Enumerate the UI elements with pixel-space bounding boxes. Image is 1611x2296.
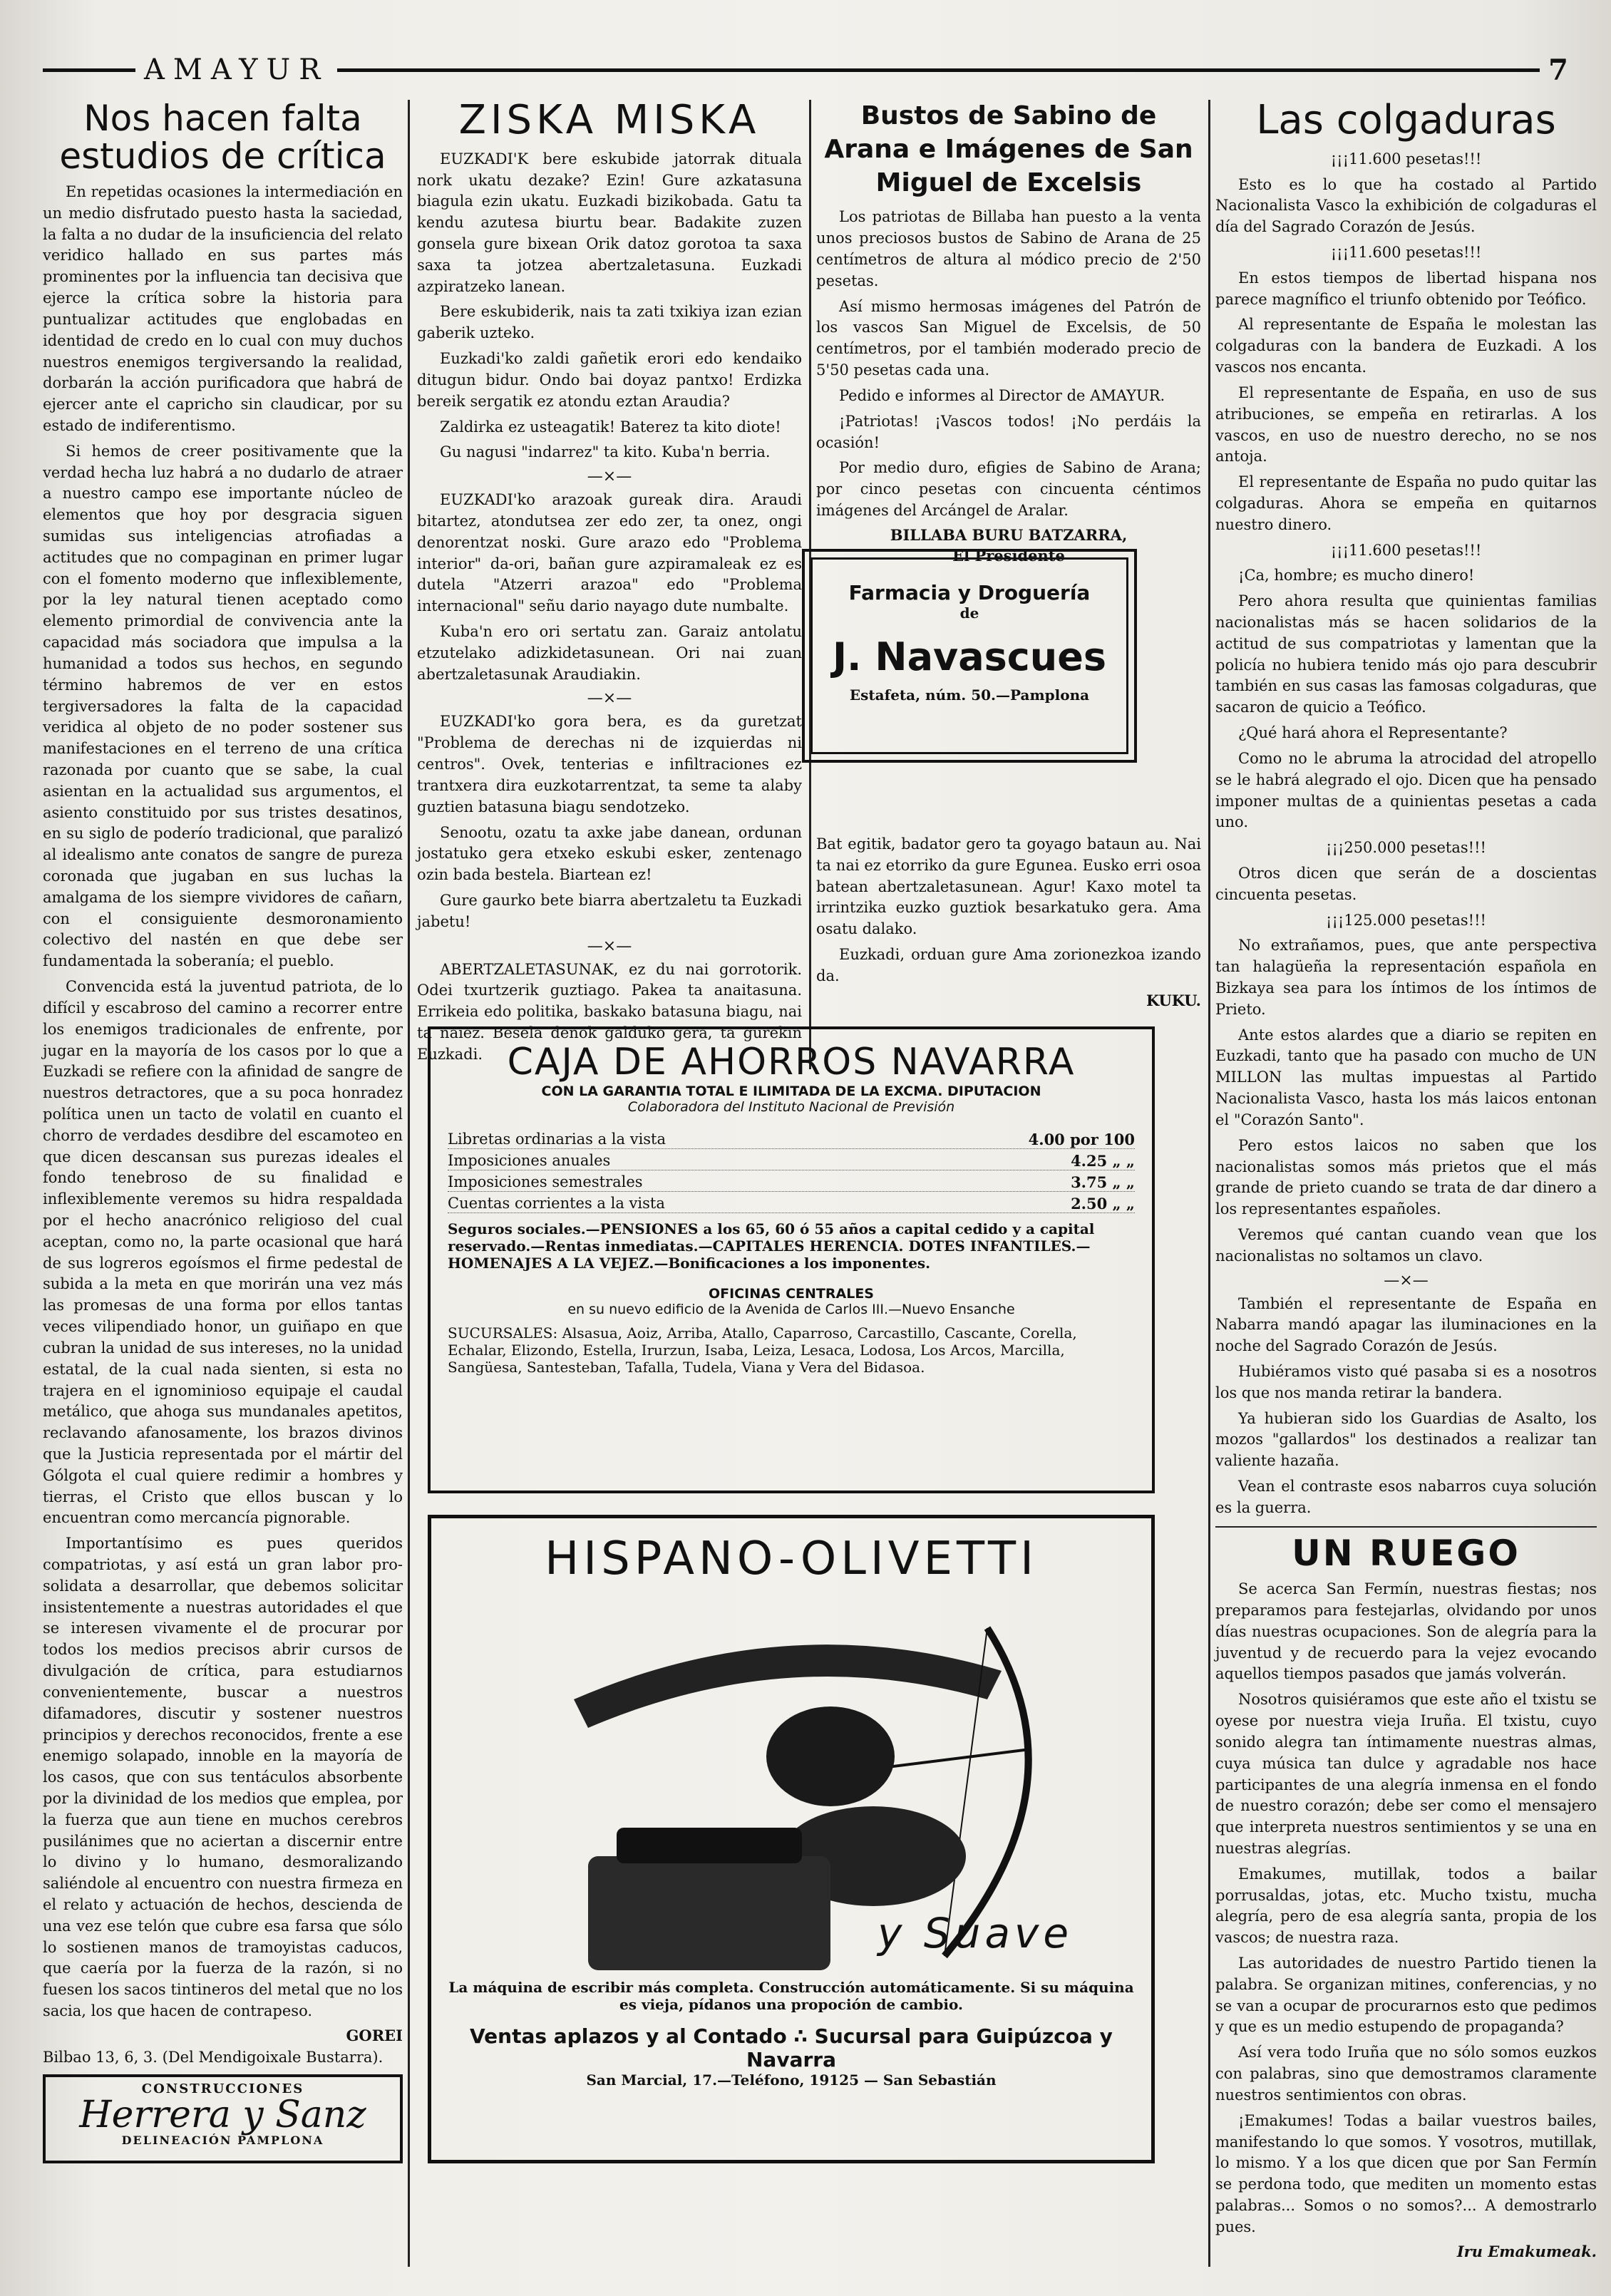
dateline: Bilbao 13, 6, 3. (Del Mendigoixale Bustarra).: [43, 2048, 384, 2066]
article-title: Bustos de Sabino de Arana e Imágenes de San Miguel de Excelsis: [824, 101, 1193, 197]
ad-farmacia-frame: [810, 557, 1128, 754]
paragraph: EUZKADI'ko gora bera, es da guretzat "Problema de derechas ni de izquierdas ni centros". Ovek, tenterias e infiltraciones ez trantxera dira euzkotarrentzat, ta seme ta alaby guztien batasuna biagu sendotzeko.: [417, 713, 802, 815]
rate-row: [448, 1152, 1135, 1170]
paragraph: En estos tiempos de libertad hispana nos parece magnífico el triunfo obtenido por Teófico.: [1215, 269, 1597, 308]
signature: Iru Emakumeak.: [1456, 2242, 1597, 2260]
rate-row: [448, 1195, 1135, 1213]
separator: —×—: [587, 689, 632, 708]
ad-farmacia-name: J. Navascues: [832, 634, 1107, 679]
paragraph: ¡Patriotas! ¡Vascos todos! ¡No perdáis la ocasión!: [816, 412, 1201, 451]
column-divider: [408, 100, 410, 2267]
paragraph: ¡¡¡125.000 pesetas!!!: [1326, 911, 1486, 929]
ad-caja-services: Seguros sociales.—PENSIONES a los 65, 60 ó 55 años a capital cedido y a capital reservado.—Rentas inmediatas.—CAPITALES HERENCIA. DOTES INFANTILES.—HOMENAJES A LA VEJEZ.—Bonificaciones a los imponentes.: [448, 1220, 1095, 1272]
paragraph: Ya hubieran sido los Guardias de Asalto, los mozos "gallardos" los destinados a realizar tan valiente hazaña.: [1215, 1409, 1597, 1470]
rule: [1215, 1526, 1597, 1528]
paragraph: ¡¡¡250.000 pesetas!!!: [1326, 839, 1486, 857]
paragraph: Las autoridades de nuestro Partido tienen la palabra. Se organizan mitines, conferencias, y no se van a ocupar de procurarnos esto que pedimos y que es un medio estupendo de propaganda?: [1215, 1955, 1597, 2036]
article-ziska-miska: [417, 97, 802, 1070]
paragraph: ¿Qué hará ahora el Representante?: [1238, 724, 1508, 742]
paragraph: ¡Ca, hombre; es mucho dinero!: [1238, 567, 1475, 585]
rate-label: Imposiciones semestrales: [448, 1173, 643, 1190]
paragraph: ¡¡¡11.600 pesetas!!!: [1330, 244, 1482, 262]
ad-caja-ahorros: [428, 1026, 1155, 1493]
paragraph: El representante de España, en uso de sus atribuciones, se empeña en retirarlas. A los vascos, en uso de nuestro derecho, no se nos antoja.: [1215, 383, 1597, 465]
typewriter-carriage: [617, 1828, 802, 1863]
ad-farmacia-address: Estafeta, núm. 50.—Pamplona: [849, 686, 1090, 704]
ad-caja-subtitle: CON LA GARANTIA TOTAL E ILIMITADA DE LA EXCMA. DIPUTACION: [541, 1083, 1041, 1099]
article-criticism: [43, 100, 403, 2073]
separator: —×—: [587, 468, 632, 486]
rate-value: 2.50 „ „: [1071, 1195, 1135, 1213]
rate-value: 4.00 por 100: [1028, 1131, 1135, 1148]
article-colgaduras: [1215, 97, 1597, 2263]
ad-farmacia-line: Farmacia y Droguería: [848, 581, 1091, 604]
paragraph: Nosotros quisiéramos que este año el txistu se oyese por nuestra vieja Iruña. El txistu, cuyo sonido alegra tan íntimamente nuestras almas, cuya música tan dulce y agradable nos hace participantes de una alegría inmensa en el fondo de nuestro corazón; debe ser como el mensajero que interpreta nuestros sentimientos y se una en nuestras alegrías.: [1215, 1691, 1597, 1857]
page-number: 7: [1548, 53, 1568, 87]
rate-value: 3.75 „ „: [1071, 1173, 1135, 1191]
paragraph: ABERTZALETASUNAK, ez du nai gorrotorik. Odei txurtzerik guztiago. Pakea ta anaitasuna. Errikeia edo politika, baskako batasuna biagu, nai ta naiez. Besela denok galduko gera, ta gurekin Euzkadi.: [417, 960, 802, 1063]
masthead: [43, 50, 1568, 90]
paragraph: Bat egitik, badator gero ta goyago bataun au. Nai ta nai ez etorriko da gure Egunea. Eusko erri osoa batean abertzaletasunean. Agur! Kaxo motel ta irrintzika euzko guztiok besarkatuko gera. Ama osatu dalako.: [816, 835, 1201, 938]
paragraph: También el representante de España en Nabarra mandó apagar las iluminaciones en la noche del Sagrado Corazón de Jesús.: [1215, 1294, 1597, 1355]
ad-caja-rates: [448, 1131, 1135, 1213]
paragraph: Se acerca San Fermín, nuestras fiestas; nos preparamos para festejarlas, olvidando por unos días nuestras ocupaciones. Son de alegría para la juventud y de recuerdo para la vejez evocando aquellos tiempos pasados que jamás volverán.: [1215, 1580, 1597, 1683]
paragraph: Pero estos laicos no saben que los nacionalistas somos más prietos que el más grande de prieto cuando se trata de dar dinero a los representantes españoles.: [1215, 1136, 1597, 1218]
paragraph: Hubiéramos visto qué pasaba si es a nosotros los que nos manda retirar la bandera.: [1215, 1363, 1597, 1401]
paragraph: ¡¡¡11.600 pesetas!!!: [1330, 541, 1482, 559]
paragraph: El representante de España no pudo quitar las colgaduras. Ahora se empeña en quitarnos nuestro dinero.: [1215, 473, 1597, 533]
rate-row: [448, 1131, 1135, 1149]
rate-value: 4.25 „ „: [1071, 1152, 1135, 1170]
rate-label: Cuentas corrientes a la vista: [448, 1195, 665, 1212]
paragraph: Senootu, ozatu ta axke jabe danean, ordunan jostatuko gera etxeko eskubi esker, zentenago ozin bada bestela. Biartean ez!: [417, 823, 802, 884]
ad-olivetti: [428, 1515, 1155, 2163]
signature: GOREI: [346, 2026, 403, 2044]
ad-herrera-bottom: DELINEACIÓN PAMPLONA: [121, 2133, 324, 2147]
archer-figure: [766, 1706, 895, 1806]
column-divider: [1208, 100, 1210, 2267]
paragraph: Gure gaurko bete biarra abertzaletu ta Euzkadi jabetu!: [417, 891, 802, 930]
paragraph: Al representante de España le molestan las colgaduras con la bandera de Euzkadi. A los vascos nos encanta.: [1215, 316, 1597, 376]
signature: KUKU.: [1146, 991, 1201, 1009]
rate-row: [448, 1173, 1135, 1192]
paragraph: Así vera todo Iruña que no sólo somos euzkos con palabras, sino que demostramos claramente nuestros sentimientos con obras.: [1215, 2044, 1597, 2104]
paragraph: Otros dicen que serán de a doscientas cincuenta pesetas.: [1215, 864, 1597, 903]
paragraph: Kuba'n ero ori sertatu zan. Garaiz antolatu etzutelako adizkidetasunean. Ori nai zuan abertzaletasunak Araudiakin.: [417, 623, 802, 683]
paragraph: Pedido e informes al Director de AMAYUR.: [839, 386, 1165, 404]
ad-herrera-top: CONSTRUCCIONES: [141, 2081, 304, 2096]
paragraph: Veremos qué cantan cuando vean que los nacionalistas no soltamos un clavo.: [1215, 1225, 1597, 1265]
paragraph: Convencida está la juventud patriota, de lo difícil y escabroso del camino a recorrer entre los enemigos tradicionales de enfrente, por jugar en la mayoría de los casos por lo que a Euzkadi se refiere con la afinidad de sangre de nuestros detractores, que a su poca honradez política unen un tacto de volatil en cuanto el chorro de verdades desdibre del escamoteo en que dicen descansan sus purezas ideales el fondo tenebroso de su finalidad e inflexiblemente veremos su hidra respaldada por el hecho anacrónico religioso del cual aceptan, como no, la parte ocasional que hará de sus logreros egoísmos el firme pedestal de subida a la meta en que morirán una vez más las promesas de una forma por ellos tantas veces vilipendiado honor, un guiñapo en que cubran la unidad de sus intereses, no la unidad estatal, de la cual nada sienten, si esta no trajera en el ignominioso equipaje el caudal metálico, que ahoga sus mundanales apetitos, reclavando afanosamente, los brazos divinos que la Justicia representada por el mártir del Gólgota el cual quiere redimir a hombres y tierras, el Cristo que ellos buscan y lo encuentran como mercancía pignorable.: [43, 978, 403, 1527]
article-title: Nos hacen falta estudios de crítica: [59, 98, 386, 177]
paragraph: Esto es lo que ha costado al Partido Nacionalista Vasco la exhibición de colgaduras el día del Sagrado Corazón de Jesús.: [1215, 175, 1597, 236]
paragraph: Zaldirka ez usteagatik! Baterez ta kito diote!: [440, 418, 781, 436]
paragraph: Si hemos de creer positivamente que la verdad hecha luz habrá a no dudarlo de atraer a nuestro campo ese importante núcleo de elementos que hoy por desgracia siguen sumidas sus inteligencias atrofiadas a actitudes que no compaginan en primer lugar con el fomento moderno que inflexiblemente, por la ley natural tienen aceptado como elemento primordial de convivencia ante la capacidad más sociadora que impulsa a la humanidad a todos sus hechos, en segundo término habremos de ver en estos tergiversadores la falta de la capacidad veridica al objeto de no poder sostener sus manifestaciones en el terreno de una crítica razonada por cuanto que se sabe, la cual asientan en la actualidad sus argumentos, el asiento constituido por sus tristes desatinos, en su siglo de poderío tradicional, que paralizó al idealismo ante conatos de sangre de pureza coronada que jugaban en sus luchas la amalgama de los siempre vividores de cañarn, con el consiguiente desmoronamiento colectivo del nastén en que debe ser fundamentada la soberanía; el pueblo.: [43, 442, 403, 970]
masthead-title: AMAYUR: [144, 53, 329, 86]
rate-label: Imposiciones anuales: [448, 1152, 611, 1169]
paragraph: Bere eskubiderik, nais ta zati txikiya izan ezian gaberik uzteko.: [417, 303, 802, 342]
separator: —×—: [587, 937, 632, 955]
banner-shape: [574, 1644, 1002, 1728]
paragraph: Euzkadi'ko zaldi gañetik erori edo kendaiko ditugun bidur. Ondo bai doyaz pantxo! Erdizka bereik sergatik ez atondu eztan Araudia?: [417, 350, 802, 410]
ad-caja-subtitle: Colaboradora del Instituto Nacional de Previsión: [627, 1099, 955, 1115]
paragraph: Importantísimo es pues queridos compatriotas, y así está un gran labor pro-solidata a desarrollar, que debemos solicitar insistentemente a nuestras autoridades el que se interesen vivamente el de procurar por todos los medios precisos abrir cursos de divulgación de crítica, para estudiarnos convenientemente, buscar a nuestros difamadores, discutir y sostener nuestros principios y derechos reconocidos, frente a ese enemigo solapado, innoble en la mayoría de los casos, que con sus tentáculos absorbente por la divinidad de los medios que emplea, por la fuerza que aun tiene en muchos cerebros pusilánimes que no aciertan a discernir entre lo divino y lo humano, desmoralizando saliéndole al encuentro con nuestra firmeza en el relato y actuación de hechos, descienda de una vez ese telón que cubre esa farsa que sólo lo sostienen manos de tramoyistas caducos, que caería por la fuerza de la razón, si no fuesen los sacos tintineros del metal que no los sacia, los que hacen de contrapeso.: [43, 1535, 403, 2020]
ad-olivetti-slogan: y Suave: [877, 1909, 1073, 1957]
typewriter-icon: [588, 1856, 830, 1970]
masthead-rule-left: [43, 68, 135, 72]
paragraph: Los patriotas de Billaba han puesto a la venta unos preciosos bustos de Sabino de Arana de 25 centímetros de altura al módico precio de 2'50 pesetas.: [816, 208, 1201, 289]
ad-farmacia: [802, 549, 1137, 763]
paragraph: Como no le abruma la atrocidad del atropello se le habrá alegrado el ojo. Dicen que ha pensado imponer multas de a quinientas pesetas a cada uno.: [1215, 749, 1597, 831]
masthead-rule: [337, 68, 1540, 72]
paragraph: Ante estos alardes que a diario se repiten en Euzkadi, tanto que ha pasado con mucho de UN MILLON las multas impuestas al Partido Nacionalista Vasco, hasta los más laicos entonan el "Corazón Santo".: [1215, 1026, 1597, 1128]
ad-caja-offices-address: en su nuevo edificio de la Avenida de Carlos III.—Nuevo Ensanche: [567, 1302, 1015, 1317]
paragraph: EUZKADI'ko arazoak gureak dira. Araudi bitartez, atondutsea zer edo zer, ta onez, ongi denorentzat noski. Gure arazo edo "Problema interior" da-ori, bañan gure azpiramaleak ez es dutela "Atzerri arazoa" edo "Problema internacional" señu dario nayago dute numbalte.: [417, 491, 802, 615]
separator: —×—: [1384, 1271, 1429, 1289]
article-title: ZISKA MISKA: [458, 97, 761, 143]
signature-role: El Presidente: [952, 546, 1065, 565]
paragraph: Pero ahora resulta que quinientas familias nacionalistas más se hacen solidarios de la actitud de sus compatriotas y lamentan que la policía no hubiera tenido más ojo para descubrir también en sus casas las famosas colgaduras, que sacaron de quicio a Teófico.: [1215, 592, 1597, 716]
ad-farmacia-de: de: [959, 604, 979, 622]
ad-olivetti-address: San Marcial, 17.—Teléfono, 19125 — San Sebastián: [586, 2071, 997, 2089]
paragraph: Vean el contraste esos nabarros cuya solución es la guerra.: [1215, 1478, 1597, 1516]
ad-herrera-sanz: [43, 2074, 403, 2163]
paragraph: EUZKADI'K bere eskubide jatorrak dituala nork ukatu dezake? Ezin! Gure azkatasuna biagula ezin ukatu. Euzkadi bizikobada. Gatu ta kendu azutesa biurtu bear. Badakite zuzen gonsela gure bixean Orik datoz gorotoa ta saxa saxa ta jotzea abertzaletasuna. Euzkadi azpiratzeko lanean.: [417, 150, 802, 295]
ruego-title: UN RUEGO: [1292, 1532, 1520, 1574]
paragraph: ¡Emakumes! Todas a bailar vuestros bailes, manifestando lo que somos. Y vosotros, mutillak, lo mismo. Y a los que dicen que por San Fermín se perdona todo, que mediten un momento estas palabras... Somos o no somos?... A demostrarlo pues.: [1215, 2111, 1597, 2235]
signature: BILLABA BURU BATZARRA,: [890, 525, 1128, 544]
paragraph: Así mismo hermosas imágenes del Patrón de los vascos San Miguel de Excelsis, de 50 centímetros, por el también moderado precio de 5'50 pesetas cada una.: [816, 297, 1201, 379]
ad-olivetti-sales: Ventas aplazos y al Contado ∴ Sucursal para Guipúzcoa y Navarra: [470, 2024, 1113, 2071]
paragraph: Emakumes, mutillak, todos a bailar porrusaldas, jotas, etc. Mucho txistu, mucha alegría, pero de esa alegría santa, propia de los vascos; de nuestra raza.: [1215, 1865, 1597, 1947]
ad-caja-offices: OFICINAS CENTRALES: [708, 1286, 874, 1302]
ad-olivetti-title: HISPANO-OLIVETTI: [545, 1533, 1038, 1585]
paragraph: En repetidas ocasiones la intermediación en un medio disfrutado puesto hasta la saciedad, la falta a no dudar de la insuficiencia del relato veridico hallado en sus partes más prominentes por la influencia tan decisiva que ejerce la crítica sobre la historia para puntualizar actitudes que englobadas en identidad de credo en lo cual con muy duchos nuestros enemigos tergiversando la realidad, dorbarán la acción purificadora que habrá de ejercer ante el capricho sin claudicar, por su estado de indiferentismo.: [43, 183, 403, 434]
paragraph: No extrañamos, pues, que ante perspectiva tan halagüeña la representación española en Bizkaya sea para los íntimos de los íntimos de Prieto.: [1215, 937, 1597, 1018]
article-bustos: [816, 100, 1201, 567]
article-ziska-miska-continued: [816, 834, 1201, 1012]
paragraph: Por medio duro, efigies de Sabino de Arana; por cinco pesetas con cincuenta céntimos imágenes del Arcángel de Aralar.: [816, 459, 1201, 519]
paragraph: ¡¡¡11.600 pesetas!!!: [1330, 150, 1482, 168]
ad-herrera-name: Herrera y Sanz: [79, 2094, 366, 2136]
ad-caja-branches: SUCURSALES: Alsasua, Aoiz, Arriba, Atallo, Caparroso, Carcastillo, Cascante, Corella, Echalar, Elizondo, Estella, Irurzun, Isaba, Leiza, Lesaca, Lodosa, Los Arcos, Marcilla, Sangüesa, Santesteban, Tafalla, Tudela, Viana y Vera del Bidasoa.: [448, 1324, 1077, 1376]
article-title: Las colgaduras: [1256, 97, 1556, 143]
paragraph: Euzkadi, orduan gure Ama zorionezkoa izando da.: [816, 946, 1201, 984]
rate-label: Libretas ordinarias a la vista: [448, 1131, 666, 1148]
paragraph: Gu nagusi "indarrez" ta kito. Kuba'n berria.: [440, 443, 771, 461]
ad-caja-title: CAJA DE AHORROS NAVARRA: [507, 1041, 1076, 1083]
ad-olivetti-tagline: La máquina de escribir más completa. Construcción automáticamente. Si su máquina es vieja, pídanos una propoción de cambio.: [448, 1979, 1134, 2013]
